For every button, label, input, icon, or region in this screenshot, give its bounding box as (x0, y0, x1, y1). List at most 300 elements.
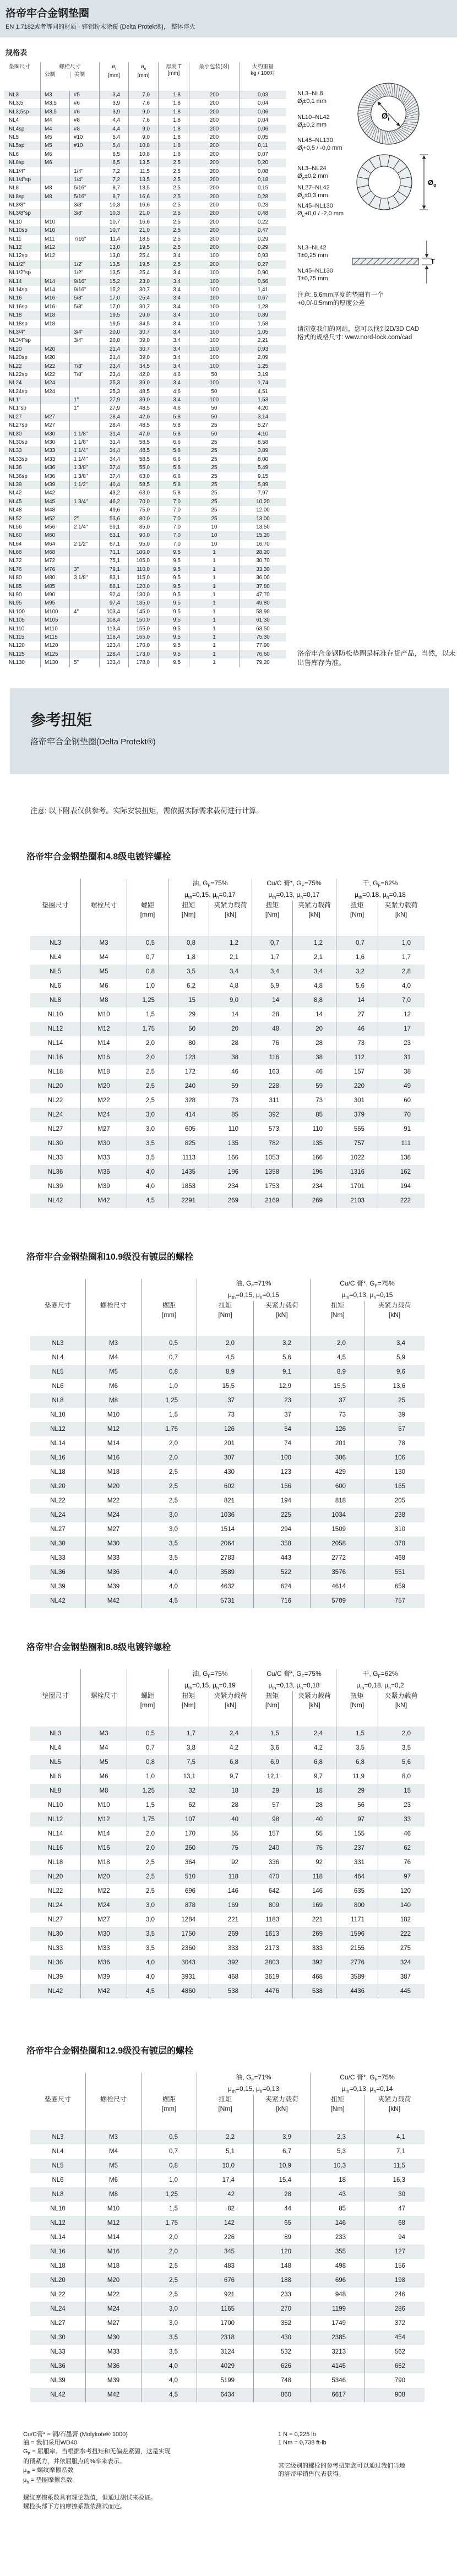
cell: 3,4 (158, 353, 189, 362)
cell: 605 (168, 1122, 209, 1136)
cell: 1 (189, 565, 239, 574)
torque-row (30, 1036, 425, 1050)
cell: 0,8 (127, 965, 168, 979)
cell: 23,4 (99, 371, 128, 379)
torque-row (30, 1108, 425, 1122)
cell: NL42 (50, 2391, 66, 2398)
torque-section-title: 参考扭矩 (30, 711, 93, 728)
cell: 6,5 (99, 150, 128, 159)
cell: 0,7 (252, 936, 292, 950)
cell: M3 (85, 2130, 141, 2144)
thickness-label: T (431, 257, 435, 265)
cell: 3,5 (127, 1927, 168, 1941)
cell: 100 (189, 353, 239, 362)
cell: NL4 (52, 2148, 64, 2155)
torque-row (30, 2302, 425, 2316)
cell: 1199 (310, 2302, 364, 2316)
cell: 1183 (252, 1913, 292, 1927)
cell: 310 (364, 1522, 424, 1537)
torque-row (30, 1522, 425, 1537)
cell: 7,2 (99, 167, 128, 176)
cell: 0,5 (127, 936, 168, 950)
cell: M33 (80, 1151, 127, 1165)
cell: 162 (378, 1165, 424, 1179)
cell: 70,0 (128, 498, 158, 506)
torque-row (30, 2245, 425, 2259)
cell: 2,5 (127, 1855, 168, 1870)
cell: 34,4 (99, 455, 128, 464)
cell: 13,5 (99, 269, 128, 277)
cell: NL6sp (9, 160, 25, 166)
cell: 10,7 (99, 226, 128, 235)
cell: 5,9 (252, 979, 292, 993)
cell: 1,8 (158, 133, 189, 141)
cell: 1,41 (239, 286, 286, 294)
cell: 3,9 (99, 99, 128, 107)
cell (69, 150, 99, 159)
cell: M5 (80, 965, 127, 979)
cell: NL22 (47, 1097, 63, 1104)
cell: 2,5 (141, 1494, 197, 1508)
cell: NL100 (9, 608, 25, 615)
cell: 4,5 (141, 2388, 197, 2402)
cell: 468 (364, 1551, 424, 1565)
cell: M16 (80, 1050, 127, 1065)
cell: 818 (310, 1494, 364, 1508)
torque-table-title: 洛帝牢合金钢垫圈和10.9级没有镀层的螺栓 (26, 1252, 194, 1262)
cell: 146 (310, 2216, 364, 2230)
cell: M105 (40, 616, 69, 624)
cell: 3,5 (127, 1136, 168, 1151)
cell: 1509 (310, 1522, 364, 1537)
cell: M18 (40, 311, 69, 319)
cell: 14 (252, 993, 292, 1007)
cell: M33 (80, 1941, 127, 1956)
cell: 15,20 (239, 531, 286, 540)
cell: 9,5 (158, 591, 189, 599)
cell: 483 (197, 2259, 253, 2273)
cell: 5,8 (158, 413, 189, 421)
torque-row (30, 1022, 425, 1036)
cell: 23 (253, 1393, 310, 1408)
cell: M12 (80, 1022, 127, 1036)
cell: M4 (80, 1741, 127, 1755)
cell: M18 (85, 2259, 141, 2273)
cell (69, 379, 99, 387)
cell: 1,7 (168, 1727, 209, 1741)
spec-row (4, 362, 286, 371)
cell: NL36 (47, 1168, 63, 1175)
cell: 46 (209, 1065, 252, 1079)
cell: 2,5 (158, 260, 189, 269)
cell: NL16 (50, 2248, 66, 2255)
cell: 2" (69, 515, 99, 523)
cell: 2,0 (197, 1336, 253, 1350)
cell: 240 (168, 1079, 209, 1093)
cell: 2,5 (158, 209, 189, 217)
cell: 1,25 (141, 2187, 197, 2202)
cell: 9,5 (158, 548, 189, 557)
cell: 2,5 (141, 1479, 197, 1494)
cell: NL16 (47, 1844, 63, 1851)
cell: M24 (80, 1108, 127, 1122)
cell: NL3 (9, 92, 19, 98)
column-header-row (30, 901, 425, 936)
cell: 0,8 (141, 2159, 197, 2173)
cell: NL14 (50, 2234, 66, 2241)
cell: 4,8 (292, 979, 336, 993)
cell: 63,50 (239, 625, 286, 633)
cell: 33,30 (239, 565, 286, 574)
cell: 2,0 (141, 2230, 197, 2245)
cell: 28,4 (99, 421, 128, 429)
cell (69, 591, 99, 599)
cell: 635 (336, 1884, 378, 1898)
cell: M22 (85, 2288, 141, 2302)
cell: NL64 (9, 541, 22, 547)
cell: NL10 (9, 219, 22, 225)
cell: 4860 (168, 1984, 209, 1998)
cell: 2,0 (127, 1036, 168, 1050)
cell (40, 269, 69, 277)
cell: 2,2 (197, 2130, 253, 2144)
column-header: 垫圈尺寸 (42, 1691, 69, 1700)
cell: 30 (364, 2187, 424, 2202)
cell: 1 3/4" (69, 498, 99, 506)
cell: 4,0 (141, 1565, 197, 1580)
column-header: 夹紧力载荷 [kN] (209, 901, 252, 936)
cell: 146 (292, 1884, 336, 1898)
cell: NL115 (9, 634, 25, 640)
cell: 1 (189, 574, 239, 582)
cell: 0,7 (127, 1741, 168, 1755)
cell: 201 (310, 1436, 364, 1451)
cell: 234 (209, 1179, 252, 1194)
cell: 39,0 (128, 379, 158, 387)
cell (40, 260, 69, 269)
cell: M12 (40, 243, 69, 252)
cell: M64 (40, 540, 69, 548)
cell: M130 (40, 658, 69, 667)
cell: 200 (189, 99, 239, 107)
cell: 5,8 (158, 421, 189, 429)
cell (69, 320, 99, 328)
spec-row (4, 303, 286, 311)
cell: 3,0 (141, 2316, 197, 2330)
t-tolerance-1: NL3–NL42 T±0,25 mm (297, 244, 328, 259)
cell: M18 (40, 320, 69, 328)
cell: 626 (253, 2359, 310, 2373)
spec-row (4, 235, 286, 243)
cell: 233 (253, 2288, 310, 2302)
cell: #10 (69, 133, 99, 141)
cell: NL6 (49, 1773, 62, 1780)
t-tolerance-2: NL45–NL130 T±0,75 mm (297, 268, 333, 282)
cell: 19,5 (99, 320, 128, 328)
cell: 878 (168, 1898, 209, 1913)
cell: 10,3 (99, 201, 128, 209)
cell: 130,0 (128, 591, 158, 599)
cell: 555 (336, 1122, 378, 1136)
cell: 2173 (252, 1941, 292, 1956)
cell (69, 616, 99, 624)
cell: 57 (252, 1798, 292, 1812)
cell: 165 (364, 1479, 424, 1494)
cell: 8,9 (197, 1365, 253, 1379)
cell: 3,4 (158, 345, 189, 353)
cell: 39 (364, 1408, 424, 1422)
cell: 2058 (310, 1537, 364, 1551)
torque-row (30, 1350, 425, 1365)
spec-row (4, 523, 286, 531)
cell: 220 (336, 1079, 378, 1093)
cell: 97 (378, 1870, 424, 1884)
cell: NL1" (9, 397, 21, 404)
cell: 0,08 (239, 167, 286, 176)
cell: 226 (197, 2230, 253, 2245)
cell: 324 (378, 1956, 424, 1970)
cell: M27 (80, 1913, 127, 1927)
spec-row (4, 277, 286, 286)
cell: M4 (80, 950, 127, 965)
cad-url-link[interactable]: www.nord-lock.com/cad (345, 334, 412, 341)
cell: M22 (80, 1093, 127, 1108)
cell: 908 (364, 2388, 424, 2402)
cell: NL14 (47, 1830, 63, 1837)
cell (69, 252, 99, 260)
spec-row (4, 404, 286, 412)
cell: 200 (189, 226, 239, 235)
cell: 3/8" (69, 201, 99, 209)
cell: NL39 (50, 2377, 66, 2384)
cell: 200 (189, 235, 239, 243)
spec-row (4, 184, 286, 192)
thickness-note: 注意: 6.6mm厚度的垫圈有一个 +0,0/-0.5mm的厚度公差 (297, 292, 384, 307)
cell: NL22 (47, 1887, 63, 1894)
spec-row (4, 633, 286, 641)
cell: 2,5 (158, 184, 189, 192)
cell: 49,80 (239, 599, 286, 607)
cell: NL14 (9, 278, 22, 285)
cell: NL85 (9, 583, 22, 590)
torque-row (30, 1870, 425, 1884)
torque-row (30, 2159, 425, 2173)
spec-row (4, 311, 286, 319)
cell: NL20 (50, 1483, 66, 1490)
cell: M30 (40, 438, 69, 446)
cell: M18 (80, 1065, 127, 1079)
cell: M5 (85, 1365, 141, 1379)
cell (69, 311, 99, 319)
cell: 15,5 (310, 1379, 364, 1393)
cell: 200 (189, 108, 239, 116)
cell: 156 (364, 2259, 424, 2273)
cell: 25,4 (128, 252, 158, 260)
cell: 0,93 (239, 345, 286, 353)
cell: M16 (85, 2245, 141, 2259)
spec-row (4, 446, 286, 455)
cell: 182 (378, 1913, 424, 1927)
cell: 5,6 (336, 979, 378, 993)
cell: 3,4 (158, 311, 189, 319)
torque-row (30, 979, 425, 993)
cell: NL3,5sp (9, 108, 29, 115)
cell: 126 (197, 1422, 253, 1436)
cell: 76 (252, 1036, 292, 1050)
cell: 163 (252, 1065, 292, 1079)
cell: 169 (209, 1898, 252, 1913)
cell: 9,5 (158, 616, 189, 624)
cell: M24 (85, 1508, 141, 1522)
cell: 103,4 (99, 608, 128, 616)
cell: 0,67 (239, 294, 286, 302)
cell: 3,0 (127, 1122, 168, 1136)
cell: 3,4 (158, 303, 189, 311)
spec-row (4, 548, 286, 557)
cell: 11,9 (336, 1769, 378, 1784)
cell: 8,7 (99, 184, 128, 192)
cell: M42 (40, 489, 69, 497)
cell: 0,5 (141, 2130, 197, 2144)
cell: NL20 (47, 1873, 63, 1880)
cell: 110,0 (128, 565, 158, 574)
cell: M10 (85, 2202, 141, 2216)
cell: 1853 (168, 1179, 209, 1194)
footnote-line: $G_F$ = 屈服率。当根据参考扭矩和无偏差紧固，这是实现 (23, 2448, 171, 2456)
cell: 13,00 (239, 515, 286, 523)
cell: 165,0 (128, 633, 158, 641)
cell: 12,1 (252, 1769, 292, 1784)
cell: 100 (189, 320, 239, 328)
cell: 100 (189, 345, 239, 353)
cell: M14 (40, 277, 69, 286)
cell: NL24 (47, 1902, 63, 1909)
cell: 100 (189, 336, 239, 345)
cell: 200 (189, 91, 239, 99)
cell: 3,4 (158, 362, 189, 371)
cell: 825 (168, 1136, 209, 1151)
cell: NL12 (47, 1025, 63, 1032)
di-tolerance-1: NL3–NL8 $Ø_i\pm 0,1$ mm (297, 90, 327, 106)
group-spacer (127, 1669, 168, 1691)
cell: 5199 (197, 2373, 253, 2388)
cell: 600 (310, 1479, 364, 1494)
cell: 100 (189, 294, 239, 302)
footnote-line: $\mu_h$ = 垫圈摩擦系数 (23, 2477, 73, 2485)
torque-table-body (30, 1336, 425, 1608)
cell: M42 (80, 1194, 127, 1208)
cell: 0,20 (239, 159, 286, 167)
footnote-line: 螺栓头部下方的摩擦系数依测试而定。 (23, 2503, 126, 2510)
cell: 2,5 (141, 2288, 197, 2302)
cell: 94 (364, 2230, 424, 2245)
cell: 23 (378, 1798, 424, 1812)
col-min-pack: 最小包装(对) (189, 62, 239, 91)
cell: 11,5 (364, 2159, 424, 2173)
cell: M24 (40, 379, 69, 387)
cell: 464 (336, 1870, 378, 1884)
cell: M95 (40, 599, 69, 607)
spec-row (4, 582, 286, 591)
cell: 95,0 (128, 540, 158, 548)
cell: 73 (310, 1408, 364, 1422)
cell: 0,89 (239, 311, 286, 319)
cell: 5,27 (239, 421, 286, 429)
cell: 20,0 (99, 336, 128, 345)
cell: 498 (310, 2259, 364, 2273)
cell: 5/16" (69, 193, 99, 201)
cell: 286 (364, 2302, 424, 2316)
cell: 79,20 (239, 658, 286, 667)
cell: 78 (364, 1436, 424, 1451)
spec-row (4, 91, 286, 99)
cell: 2360 (168, 1941, 209, 1956)
cell: 92 (292, 1855, 336, 1870)
torque-section-subtitle: 洛帝牢合金钢垫圈(Delta Protekt®) (30, 737, 156, 747)
cell: M33 (40, 446, 69, 455)
column-header: 夹紧力载荷 [kN] (209, 1691, 252, 1727)
cell: 3124 (197, 2345, 253, 2359)
torque-row (30, 1741, 425, 1755)
cell: 696 (168, 1884, 209, 1898)
cell: 1053 (252, 1151, 292, 1165)
cell: 10 (189, 523, 239, 531)
cell: 14 (292, 1007, 336, 1022)
cell: 7,5 (168, 1755, 209, 1769)
cell: 138 (378, 1151, 424, 1165)
cell: 15 (378, 1784, 424, 1798)
cell: 3,4 (99, 91, 128, 99)
cell: 25 (189, 481, 239, 489)
column-header: 扭矩 [Nm] (310, 2095, 364, 2130)
col-washer-size: 垫圈尺寸 (9, 64, 31, 70)
cell: 13,5 (128, 159, 158, 167)
cell: 54 (253, 1422, 310, 1436)
cell: 1,8 (158, 125, 189, 133)
cell: 378 (364, 1537, 424, 1551)
cell: 9/16" (69, 286, 99, 294)
cell: 73 (292, 1093, 336, 1108)
cell: 1,75 (127, 1812, 168, 1827)
cell: 538 (209, 1984, 252, 1998)
torque-row (30, 2345, 425, 2359)
cell: M8 (85, 1393, 141, 1408)
cell: 6,6 (158, 455, 189, 464)
cell: 23,4 (99, 362, 128, 371)
cell: 34,5 (128, 320, 158, 328)
cell: #8 (69, 116, 99, 124)
torque-row (30, 1769, 425, 1784)
cell: 2,5 (158, 243, 189, 252)
cell: M39 (85, 2373, 141, 2388)
cell: 2,1 (292, 950, 336, 965)
cell: 0,11 (239, 141, 286, 150)
cell: 49 (378, 1079, 424, 1093)
cell: 10,7 (99, 218, 128, 226)
spec-row (4, 540, 286, 548)
cell: 662 (364, 2359, 424, 2373)
spec-row (4, 565, 286, 574)
cell: 19,5 (128, 243, 158, 252)
torque-row (30, 2230, 425, 2245)
torque-row (30, 1050, 425, 1065)
cell: 2,0 (310, 1336, 364, 1350)
cell: 142 (197, 2216, 253, 2230)
cell: 510 (168, 1870, 209, 1884)
cell: NL76 (9, 566, 22, 573)
cell (40, 328, 69, 336)
cell: 18,5 (128, 235, 158, 243)
